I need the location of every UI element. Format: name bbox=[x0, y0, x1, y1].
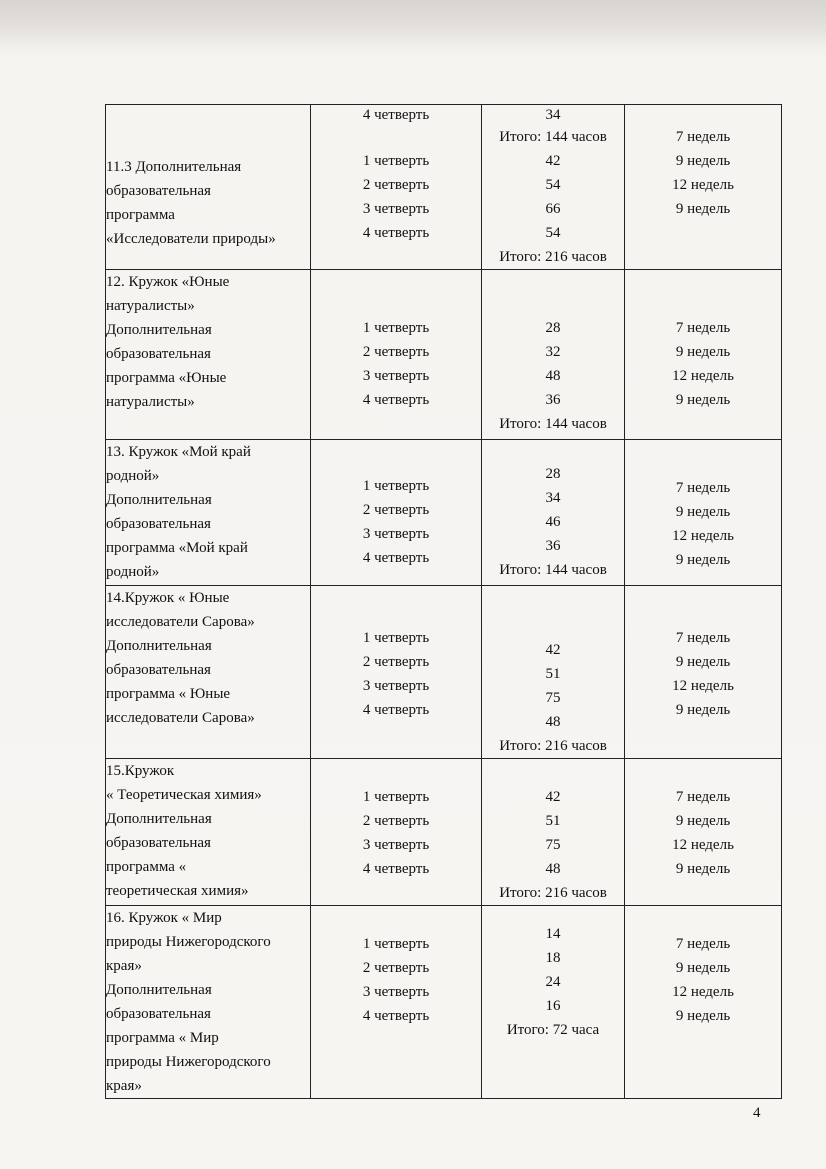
quarter-label: 1 четверть bbox=[362, 320, 430, 336]
weeks-cell bbox=[625, 759, 782, 906]
quarters-cell bbox=[311, 440, 482, 586]
hours-total: Итого: 72 часа bbox=[506, 1022, 600, 1038]
program-name-line: Дополнительная bbox=[106, 322, 212, 338]
quarter-label: 1 четверть bbox=[362, 789, 430, 805]
hours-cell bbox=[482, 759, 625, 906]
quarter-label: 4 четверть bbox=[362, 107, 430, 123]
hours-cell bbox=[482, 586, 625, 759]
quarters-cell bbox=[311, 105, 482, 270]
quarter-label: 1 четверть bbox=[362, 936, 430, 952]
quarter-label: 4 четверть bbox=[362, 702, 430, 718]
quarter-label: 4 четверть bbox=[362, 550, 430, 566]
program-name-line: 12. Кружок «Юные bbox=[106, 274, 230, 290]
program-name-line: исследователи Сарова» bbox=[106, 710, 255, 726]
quarter-label: 2 четверть bbox=[362, 960, 430, 976]
program-name-line: « Теоретическая химия» bbox=[106, 787, 262, 803]
program-name-line: родной» bbox=[106, 468, 160, 484]
table-row bbox=[106, 906, 782, 1099]
program-name-line: теоретическая химия» bbox=[106, 883, 249, 899]
hours-cell bbox=[482, 105, 625, 270]
quarter-label: 3 четверть bbox=[362, 368, 430, 384]
hours-value: 66 bbox=[545, 201, 561, 217]
hours-value: 24 bbox=[545, 974, 561, 990]
hours-value: 48 bbox=[545, 714, 561, 730]
program-name-line: родной» bbox=[106, 564, 160, 580]
weeks-cell bbox=[625, 906, 782, 1099]
weeks-value: 9 недель bbox=[675, 861, 731, 877]
weeks-value: 7 недель bbox=[675, 129, 731, 145]
program-name-line: Дополнительная bbox=[106, 638, 212, 654]
weeks-value: 7 недель bbox=[675, 936, 731, 952]
weeks-value: 12 недель bbox=[672, 984, 734, 1000]
weeks-cell bbox=[625, 440, 782, 586]
quarter-label: 2 четверть bbox=[362, 813, 430, 829]
hours-value: 54 bbox=[545, 177, 561, 193]
quarters-cell bbox=[311, 906, 482, 1099]
weeks-value: 7 недель bbox=[675, 320, 731, 336]
program-name-line: образовательная bbox=[106, 346, 211, 362]
weeks-value: 9 недель bbox=[675, 813, 731, 829]
hours-value: 34 bbox=[545, 490, 561, 506]
program-name-line: натуралисты» bbox=[106, 298, 195, 314]
quarter-label: 1 четверть bbox=[362, 630, 430, 646]
hours-value: 48 bbox=[545, 861, 561, 877]
quarter-label: 1 четверть bbox=[362, 478, 430, 494]
quarter-label: 2 четверть bbox=[362, 654, 430, 670]
program-name-line: программа « bbox=[106, 859, 187, 875]
program-name-line: программа « Юные bbox=[106, 686, 231, 702]
hours-value: 34 bbox=[545, 107, 561, 123]
quarter-label: 4 четверть bbox=[362, 225, 430, 241]
program-name-line: образовательная bbox=[106, 183, 211, 199]
program-name-line: Дополнительная bbox=[106, 811, 212, 827]
program-name-line: образовательная bbox=[106, 1006, 211, 1022]
page-number: 4 bbox=[753, 1105, 761, 1121]
weeks-value: 9 недель bbox=[675, 344, 731, 360]
program-name-line: природы Нижегородского bbox=[106, 1054, 271, 1070]
weeks-cell bbox=[625, 270, 782, 440]
quarters-cell bbox=[311, 759, 482, 906]
quarter-label: 3 четверть bbox=[362, 678, 430, 694]
weeks-value: 9 недель bbox=[675, 552, 731, 568]
program-name-line: программа «Юные bbox=[106, 370, 227, 386]
hours-value: 28 bbox=[545, 320, 561, 336]
weeks-value: 9 недель bbox=[675, 201, 731, 217]
program-name-line: образовательная bbox=[106, 835, 211, 851]
weeks-value: 12 недель bbox=[672, 368, 734, 384]
weeks-value: 7 недель bbox=[675, 480, 731, 496]
program-name-line: 15.Кружок bbox=[106, 763, 175, 779]
table-row bbox=[106, 105, 782, 270]
hours-total: Итого: 144 часов bbox=[499, 129, 607, 145]
program-name-cell bbox=[106, 759, 311, 906]
quarter-label: 3 четверть bbox=[362, 837, 430, 853]
hours-value: 42 bbox=[545, 642, 561, 658]
weeks-cell bbox=[625, 105, 782, 270]
weeks-value: 7 недель bbox=[675, 630, 731, 646]
hours-value: 48 bbox=[545, 368, 561, 384]
table-row bbox=[106, 586, 782, 759]
hours-value: 36 bbox=[545, 392, 561, 408]
weeks-value: 12 недель bbox=[672, 528, 734, 544]
weeks-value: 9 недель bbox=[675, 1008, 731, 1024]
hours-value: 46 bbox=[545, 514, 561, 530]
hours-value: 36 bbox=[545, 538, 561, 554]
program-name-line: исследователи Сарова» bbox=[106, 614, 255, 630]
quarter-label: 3 четверть bbox=[362, 984, 430, 1000]
program-name-line: натуралисты» bbox=[106, 394, 195, 410]
quarter-label: 2 четверть bbox=[362, 177, 430, 193]
hours-value: 51 bbox=[545, 666, 561, 682]
table-row bbox=[106, 759, 782, 906]
program-name-line: Дополнительная bbox=[106, 982, 212, 998]
program-name-line: 11.3 Дополнительная bbox=[106, 159, 242, 175]
table-row bbox=[106, 440, 782, 586]
weeks-value: 9 недель bbox=[675, 153, 731, 169]
program-name-line: программа bbox=[106, 207, 175, 223]
schedule-table bbox=[105, 104, 782, 1099]
table-row bbox=[106, 270, 782, 440]
hours-value: 32 bbox=[545, 344, 561, 360]
program-name-line: 16. Кружок « Мир bbox=[106, 910, 222, 926]
program-name-line: края» bbox=[106, 1078, 142, 1094]
hours-cell bbox=[482, 906, 625, 1099]
quarter-label: 1 четверть bbox=[362, 153, 430, 169]
program-name-line: 14.Кружок « Юные bbox=[106, 590, 230, 606]
hours-value: 42 bbox=[545, 789, 561, 805]
hours-total: Итого: 216 часов bbox=[499, 885, 607, 901]
hours-cell bbox=[482, 270, 625, 440]
program-name-line: образовательная bbox=[106, 516, 211, 532]
weeks-value: 9 недель bbox=[675, 960, 731, 976]
quarter-label: 4 четверть bbox=[362, 392, 430, 408]
weeks-value: 9 недель bbox=[675, 392, 731, 408]
program-name-line: образовательная bbox=[106, 662, 211, 678]
hours-value: 54 bbox=[545, 225, 561, 241]
scan-shadow bbox=[0, 0, 826, 50]
quarter-label: 2 четверть bbox=[362, 344, 430, 360]
hours-value: 14 bbox=[545, 926, 561, 942]
weeks-value: 12 недель bbox=[672, 177, 734, 193]
program-name-cell bbox=[106, 440, 311, 586]
weeks-value: 12 недель bbox=[672, 837, 734, 853]
weeks-value: 9 недель bbox=[675, 702, 731, 718]
program-name-line: края» bbox=[106, 958, 142, 974]
hours-value: 42 bbox=[545, 153, 561, 169]
program-name-line: природы Нижегородского bbox=[106, 934, 271, 950]
quarter-label: 4 четверть bbox=[362, 861, 430, 877]
weeks-value: 9 недель bbox=[675, 504, 731, 520]
program-name-line: 13. Кружок «Мой край bbox=[106, 444, 251, 460]
program-name-cell bbox=[106, 586, 311, 759]
quarter-label: 3 четверть bbox=[362, 526, 430, 542]
quarter-label: 2 четверть bbox=[362, 502, 430, 518]
hours-value: 28 bbox=[545, 466, 561, 482]
quarter-label: 3 четверть bbox=[362, 201, 430, 217]
hours-value: 51 bbox=[545, 813, 561, 829]
hours-total: Итого: 216 часов bbox=[499, 738, 607, 754]
program-name-line: программа «Мой край bbox=[106, 540, 248, 556]
quarters-cell bbox=[311, 270, 482, 440]
weeks-value: 7 недель bbox=[675, 789, 731, 805]
hours-cell bbox=[482, 440, 625, 586]
program-name-line: «Исследователи природы» bbox=[106, 231, 276, 247]
weeks-value: 9 недель bbox=[675, 654, 731, 670]
quarters-cell bbox=[311, 586, 482, 759]
hours-total: Итого: 144 часов bbox=[499, 562, 607, 578]
weeks-value: 12 недель bbox=[672, 678, 734, 694]
program-name-line: программа « Мир bbox=[106, 1030, 219, 1046]
weeks-cell bbox=[625, 586, 782, 759]
program-name-cell bbox=[106, 270, 311, 440]
program-name-cell bbox=[106, 105, 311, 270]
hours-value: 16 bbox=[545, 998, 561, 1014]
program-name-cell bbox=[106, 906, 311, 1099]
hours-total: Итого: 144 часов bbox=[499, 416, 607, 432]
quarter-label: 4 четверть bbox=[362, 1008, 430, 1024]
hours-value: 75 bbox=[545, 690, 561, 706]
program-name-line: Дополнительная bbox=[106, 492, 212, 508]
hours-value: 75 bbox=[545, 837, 561, 853]
hours-total: Итого: 216 часов bbox=[499, 249, 607, 265]
hours-value: 18 bbox=[545, 950, 561, 966]
